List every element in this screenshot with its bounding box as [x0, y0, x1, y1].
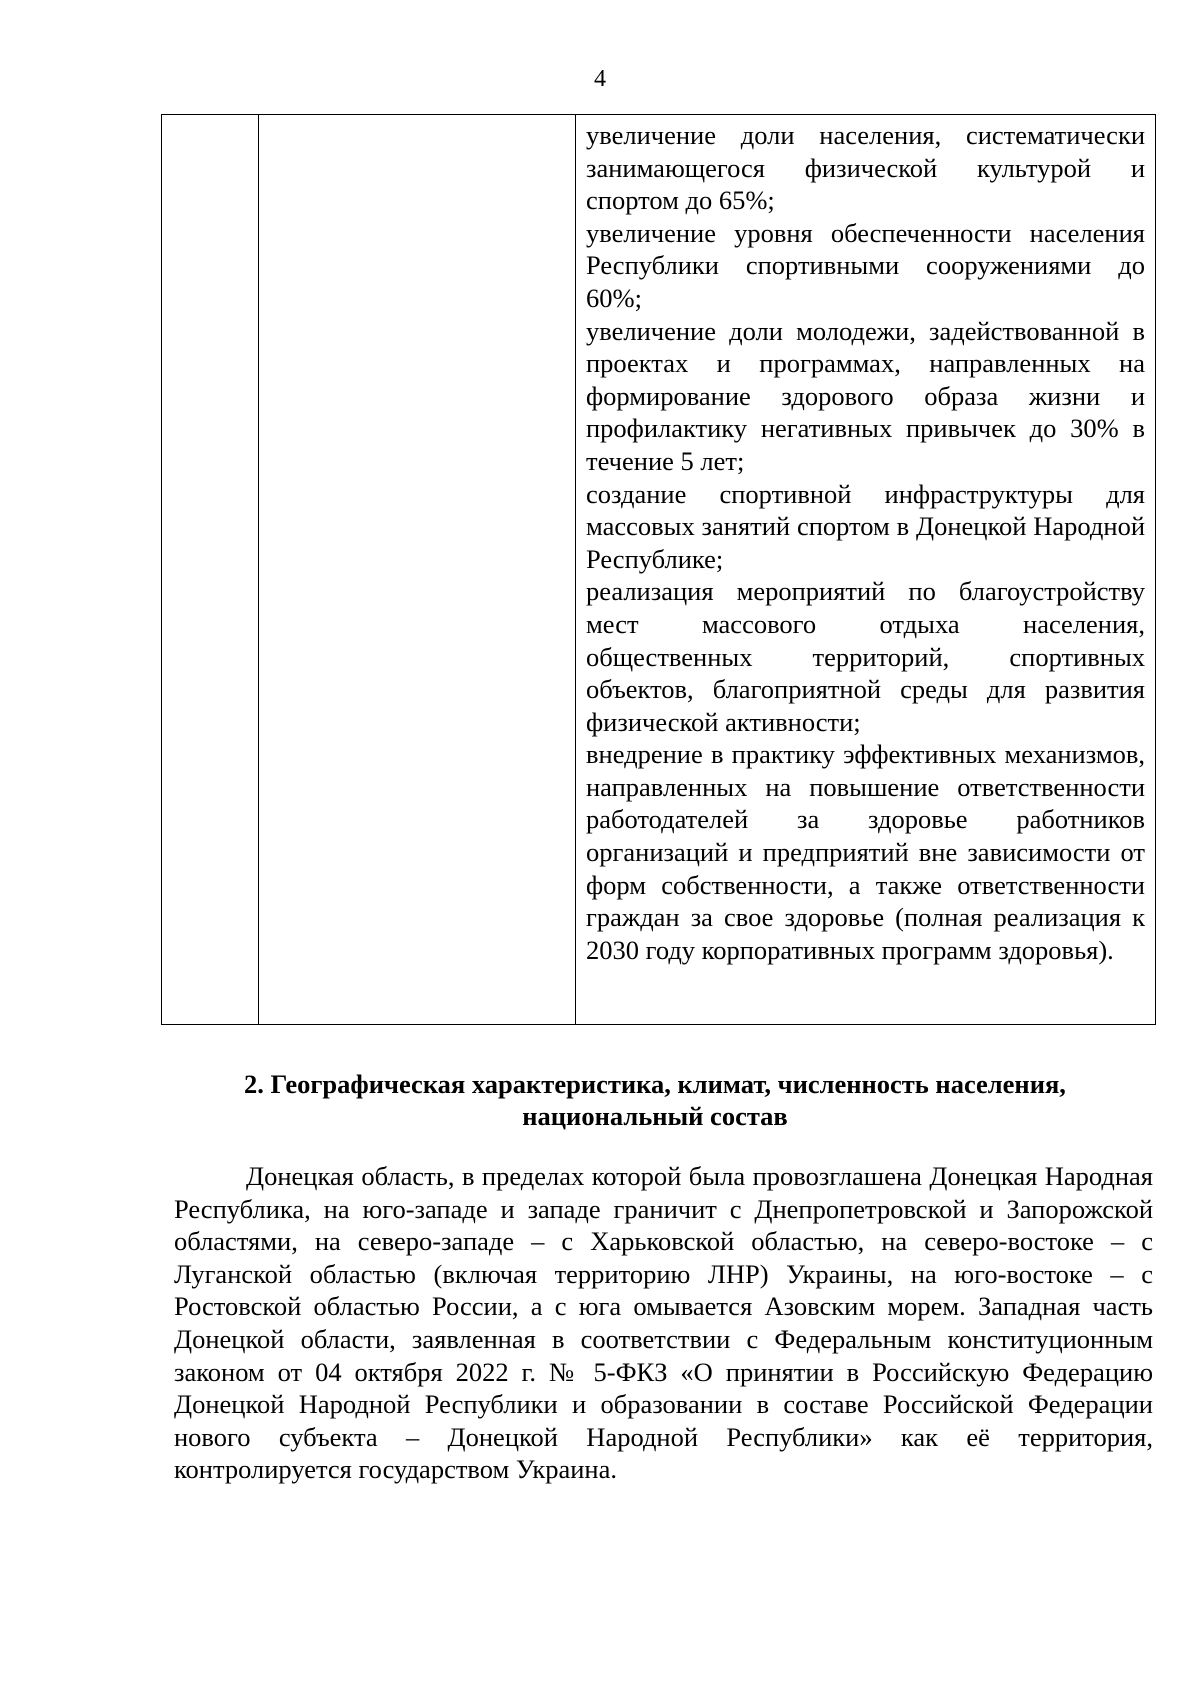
table-cell-title: [259, 115, 576, 1025]
goal-item: создание спортивной инфраструктуры для массовых занятий спортом в Донецкой Народной Республике;: [586, 478, 1145, 574]
section-heading-line: национальный состав: [522, 1101, 788, 1131]
section-heading: [175, 1068, 1135, 1132]
table-cell-goals: [576, 115, 1156, 1025]
goals-table: [161, 114, 1156, 1025]
page-number: 4: [594, 66, 606, 92]
goals-list: [576, 115, 1155, 966]
goal-item: внедрение в практику эффективных механизмов, направленных на повышение ответственности работодателей за здоровье работников организаций и предприятий вне зависимости от форм собственности, а также ответственности граждан за свое здоровье (полная реализация к 2030 году корпоративных программ здоровья).: [586, 739, 1145, 965]
table-row: [162, 115, 1156, 1025]
goal-item: увеличение доли молодежи, задействованной в проектах и программах, направленных на формирование здорового образа жизни и профилактику негативных привычек до 30% в течение 5 лет;: [586, 315, 1145, 476]
goal-item: увеличение доли населения, систематически занимающегося физической культурой и спортом до 65%;: [586, 120, 1145, 216]
table-cell-number: [162, 115, 259, 1025]
goal-item: увеличение уровня обеспеченности населения Республики спортивными сооружениями до 60%;: [586, 217, 1145, 313]
section-paragraph: Донецкая область, в пределах которой была провозглашена Донецкая Народная Республика, на юго-западе и западе граничит с Днепропетровской и Запорожской областями, на северо-западе – с Харьковской областью, на северо-востоке – с Луганской областью (включая территорию ЛНР) Украины, на юго-востоке – с Ростовской областью России, а с юга омывается Азовским морем. Западная часть Донецкой области, заявленная в соответствии с Федеральным конституционным законом от 04 октября 2022 г. № 5-ФКЗ «О принятии в Российскую Федерацию Донецкой Народной Республики и образовании в составе Российской Федерации нового субъекта – Донецкой Народной Республики» как её территория, контролируется государством Украина.: [174, 1161, 1153, 1485]
section-heading-line: 2. Географическая характеристика, климат, численность населения,: [244, 1069, 1066, 1099]
goal-item: реализация мероприятий по благоустройству мест массового отдыха населения, общественных территорий, спортивных объектов, благоприятной среды для развития физической активности;: [586, 576, 1145, 737]
